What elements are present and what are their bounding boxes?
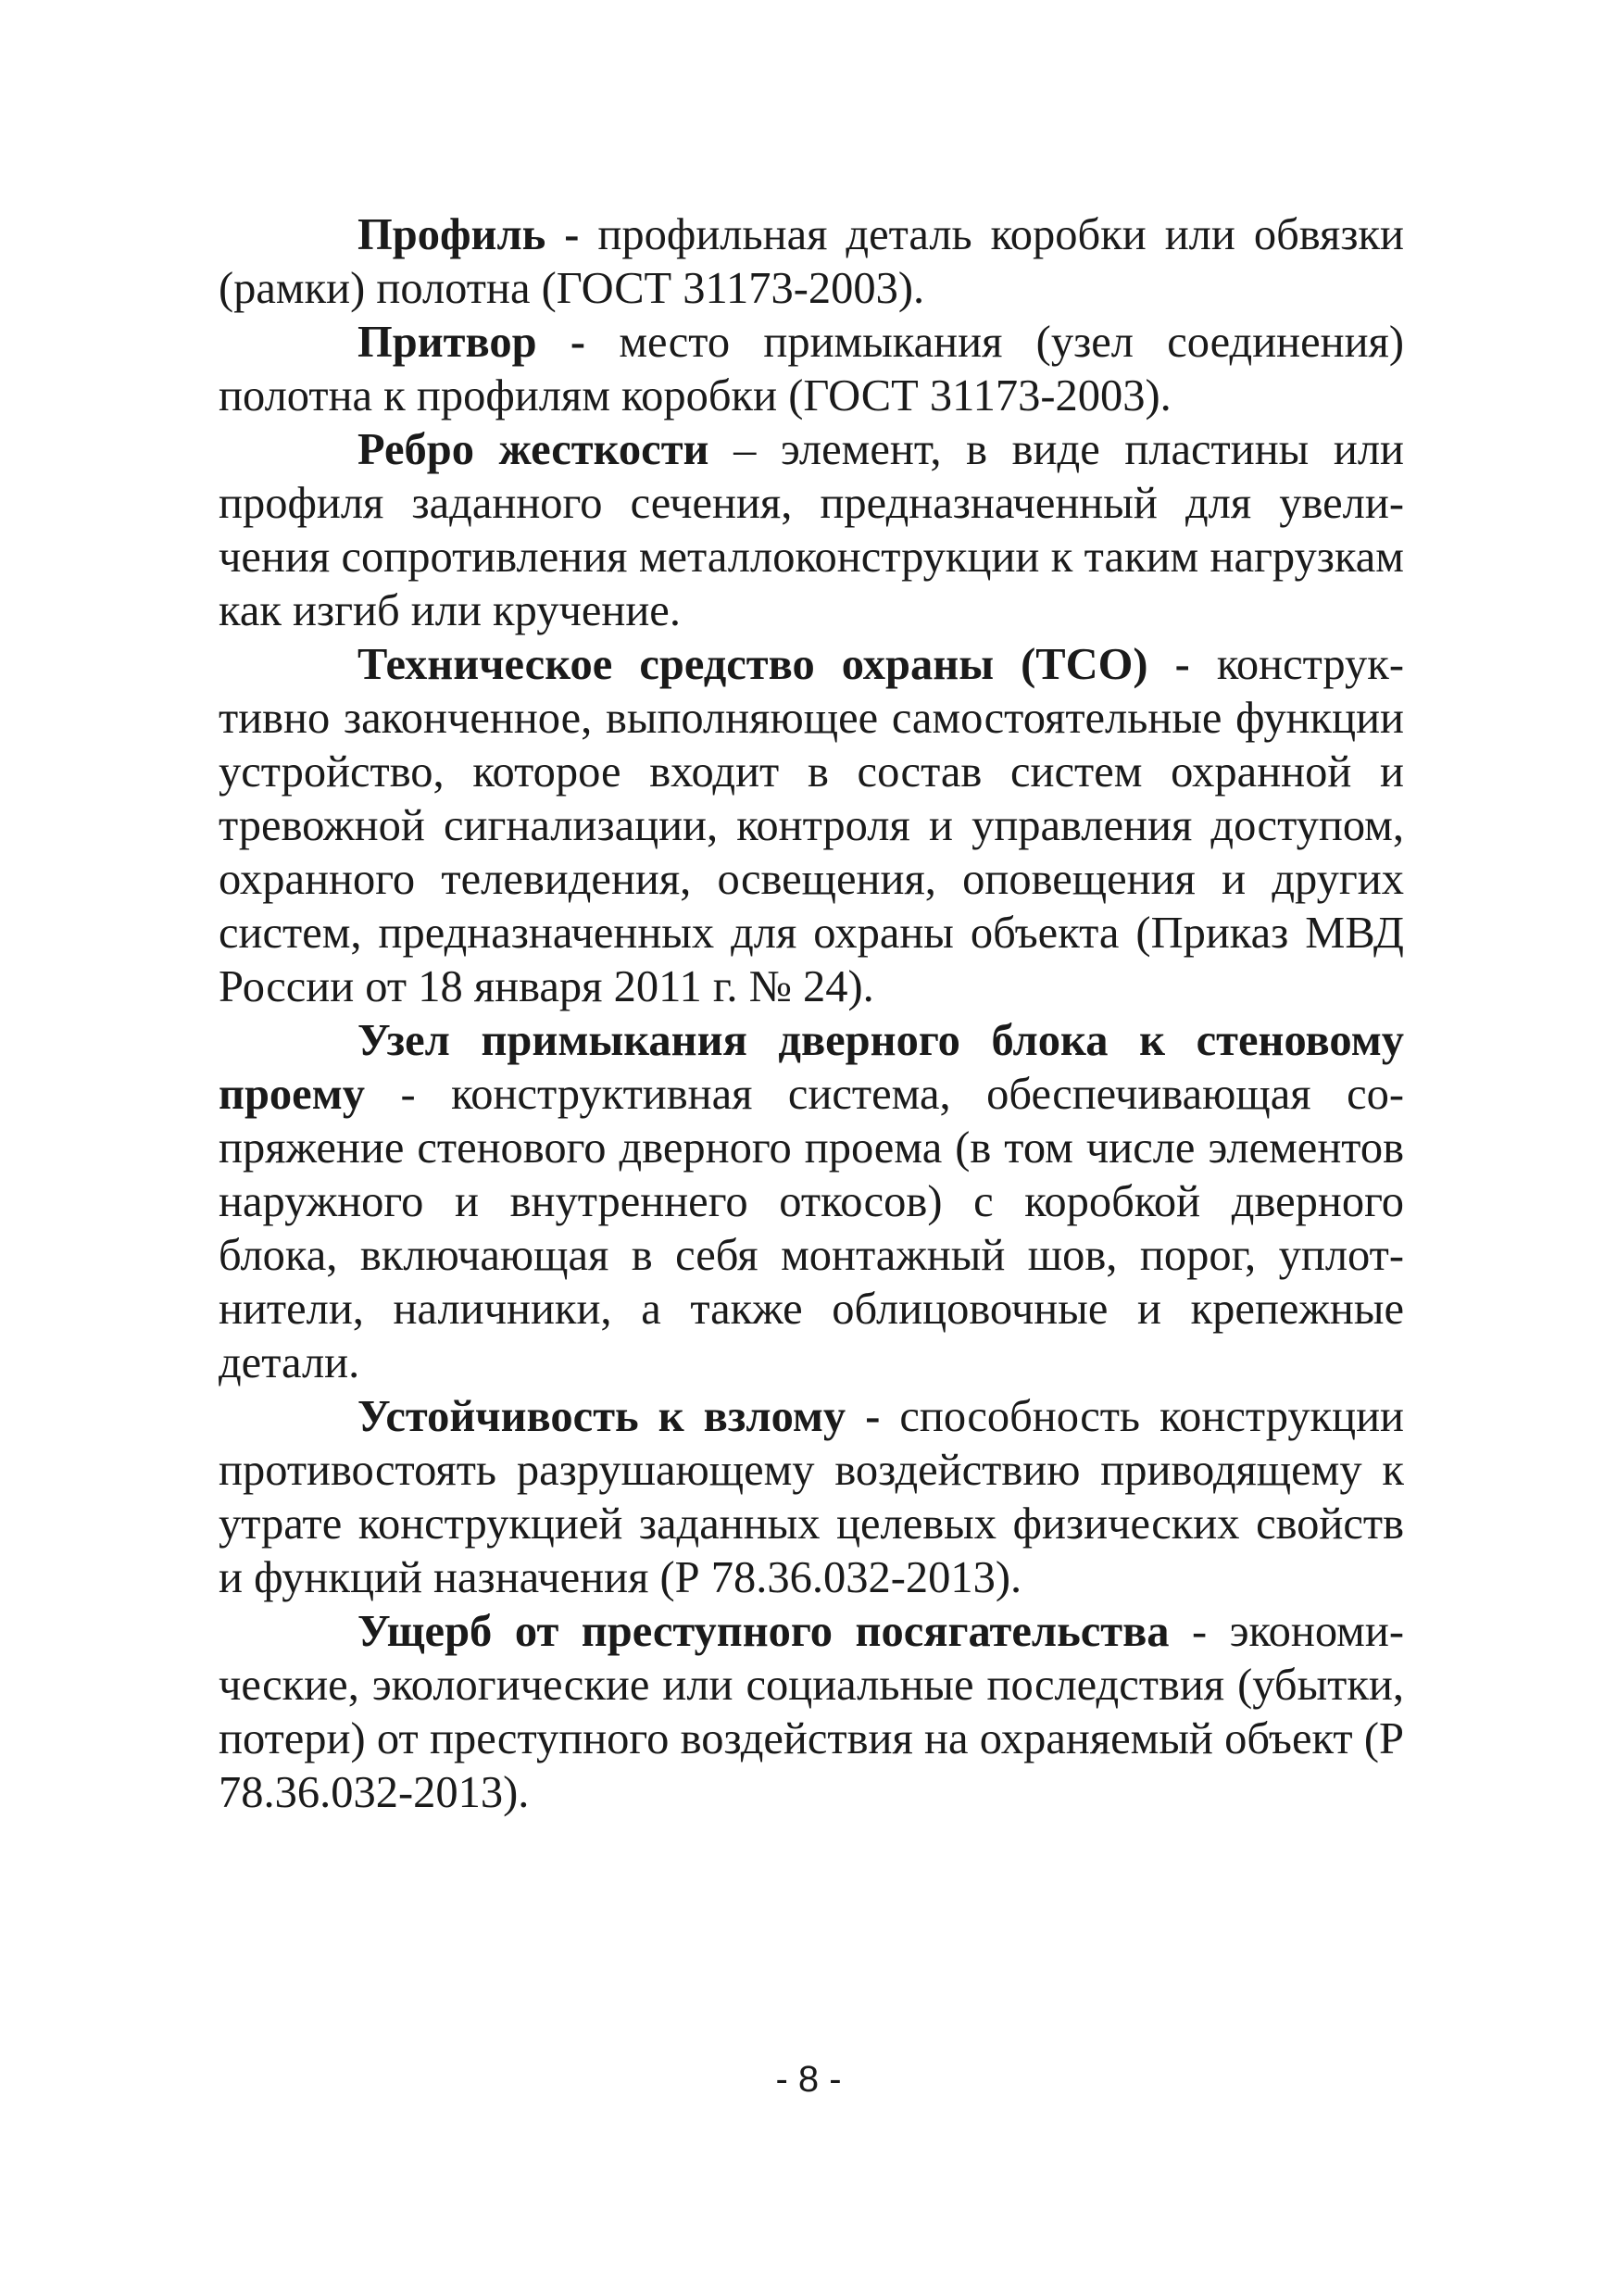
page-number: - 8 -: [775, 2059, 842, 2100]
separator: -: [364, 1070, 452, 1119]
glossary-entry-door-junction: [219, 1014, 1404, 1390]
definition: профильная деталь коробки или обвязки (рамки) полотна (ГОСТ 31173-2003).: [219, 210, 1404, 313]
glossary-entry-stiffening-rib: [219, 423, 1404, 638]
definition: конструктивно законченное, выполняющее самостоятельные функции устройство, которое входит в состав систем охранной и тревожной сигнализации, контроля и управления доступом, охранного телевидения, освещения, оповещения и других систем, предназначенных для охраны объекта (Приказ МВД России от 18 января 2011 г. № 24).: [219, 640, 1405, 1011]
term: Профиль: [357, 210, 546, 259]
term: Устойчивость к взлому: [357, 1392, 846, 1441]
glossary-entry-pritvor: [219, 316, 1404, 423]
definition: способность конструкции противостоять разрушающему воздействию приводящему к утрате конструкцией заданных целевых физических свойств и функций назначения (Р 78.36.032-2013).: [219, 1392, 1404, 1602]
definition: конструктивная система, обеспечивающая сопряжение стенового дверного проема (в том числе элементов наружного и внутреннего откосов) с коробкой дверного блока, включающая в себя монтажный шов, порог, уплотнители, наличники, а также облицовочные и крепежные детали.: [219, 1070, 1404, 1387]
glossary-entry-tso: [219, 638, 1404, 1014]
term: Узел примыкания дверного блока к стеновому проему: [219, 1016, 1404, 1119]
definition: экономические, экологические или социальные последствия (убытки, потери) от преступного воздействия на охраняемый объект (Р 78.36.032-2013).: [219, 1607, 1404, 1817]
glossary-text: [219, 208, 1404, 1820]
term: Ребро жесткости: [357, 425, 709, 474]
separator: -: [536, 318, 620, 367]
term: Притвор: [357, 318, 537, 367]
definition: элемент, в виде пластины или профиля заданного сечения, предназначенный для увеличения сопротивления металлоконструкции к таким нагрузкам как изгиб или кручение.: [219, 425, 1404, 635]
separator: -: [545, 210, 598, 259]
definition: место примыкания (узел соединения) полотна к профилям коробки (ГОСТ 31173-2003).: [219, 318, 1404, 420]
glossary-entry-profile: [219, 208, 1404, 316]
glossary-entry-damage: [219, 1605, 1404, 1820]
separator: -: [846, 1392, 900, 1441]
glossary-entry-burglary-resistance: [219, 1390, 1404, 1605]
separator: –: [708, 425, 781, 474]
term: Техническое средство охраны (ТСО): [357, 640, 1148, 689]
term: Ущерб от преступного посягательства: [357, 1607, 1170, 1656]
separator: -: [1147, 640, 1217, 689]
separator: -: [1169, 1607, 1230, 1656]
